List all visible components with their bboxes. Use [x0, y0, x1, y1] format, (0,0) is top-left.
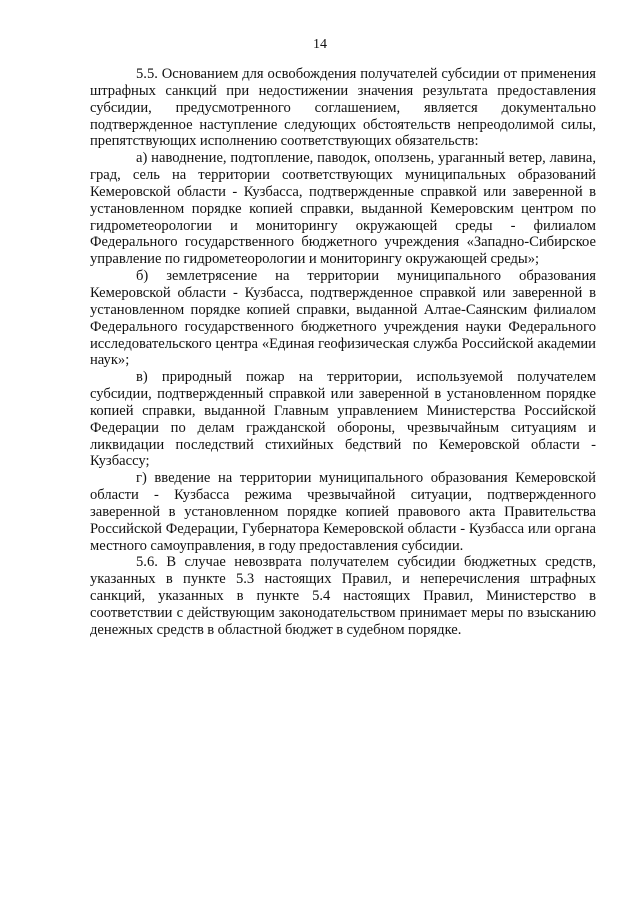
- page-number: 14: [313, 37, 327, 52]
- paragraph-item-a: а) наводнение, подтопление, паводок, оползень, ураганный ветер, лавина, град, сель на территории соответствующих муниципальных образований Кемеровской области - Кузбасса, подтвержденные справкой или заверенной в установленном порядке копией справки, выданной Кемеровским центром по гидрометеорологии и мониторингу окружающей среды - филиалом Федерального государственного бюджетного учреждения «Западно-Сибирское управление по гидрометеорологии и мониторингу окружающей среды»;: [90, 150, 596, 268]
- paragraph-5-5: 5.5. Основанием для освобождения получателей субсидии от применения штрафных санкций при недостижении значения результата предоставления субсидии, предусмотренного соглашением, является документально подтвержденное наступление следующих обстоятельств непреодолимой силы, препятствующих исполнению соответствующих обязательств:: [90, 66, 596, 150]
- paragraph-5-6: 5.6. В случае невозврата получателем субсидии бюджетных средств, указанных в пункте 5.3 настоящих Правил, и неперечисления штрафных санкций, указанных в пункте 5.4 настоящих Правил, Министерство в соответствии с действующим законодательством принимает меры по взысканию денежных средств в областной бюджет в судебном порядке.: [90, 554, 596, 638]
- document-body: [90, 66, 596, 639]
- paragraph-item-v: в) природный пожар на территории, используемой получателем субсидии, подтвержденный справкой или заверенной в установленном порядке копией справки, выданной Главным управлением Министерства Российской Федерации по делам гражданской обороны, чрезвычайным ситуациям и ликвидации последствий стихийных бедствий по Кемеровской области - Кузбассу;: [90, 369, 596, 470]
- paragraph-item-b: б) землетрясение на территории муниципального образования Кемеровской области - Кузбасса, подтвержденное справкой или заверенной в установленном порядке копией справки, выданной Алтае-Саянским филиалом Федерального государственного бюджетного учреждения науки Федерального исследовательского центра «Единая геофизическая служба Российской академии наук»;: [90, 268, 596, 369]
- paragraph-item-g: г) введение на территории муниципального образования Кемеровской области - Кузбасса режима чрезвычайной ситуации, подтвержденного заверенной в установленном порядке копией правового акта Правительства Российской Федерации, Губернатора Кемеровской области - Кузбасса или органа местного самоуправления, в году предоставления субсидии.: [90, 470, 596, 554]
